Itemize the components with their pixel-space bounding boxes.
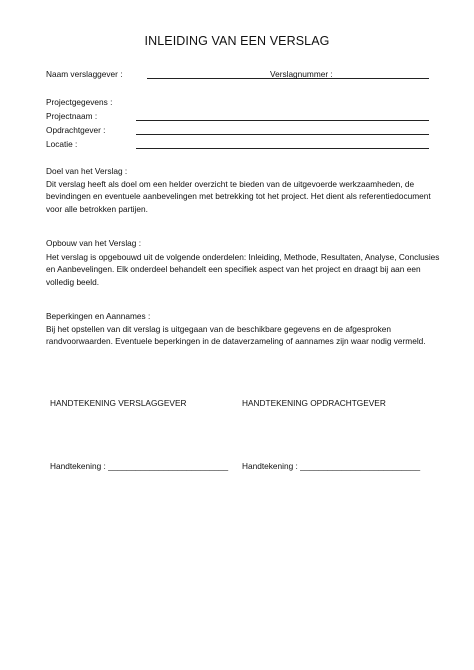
section-line: en Aanbevelingen. Elk onderdeel behandelt een specifiek aspect van het project en draagt bij aan een xyxy=(46,264,421,275)
section-body-purpose xyxy=(46,178,436,215)
section-line: randvoorwaarden. Eventuele beperkingen in de dataverzameling of aannames zijn waar nodig vermeld. xyxy=(46,336,426,347)
section-heading-limitations: Beperkingen en Aannames : xyxy=(46,311,151,321)
author-signature-field[interactable]: Handtekening : __________________________ xyxy=(50,461,229,471)
location-label: Locatie : xyxy=(46,139,78,149)
section-line: volledig beeld. xyxy=(46,276,100,287)
section-heading-structure: Opbouw van het Verslag : xyxy=(46,238,142,248)
section-body-limitations xyxy=(46,323,436,348)
document-title: INLEIDING VAN EEN VERSLAG xyxy=(144,34,330,48)
project-name-input-line[interactable] xyxy=(136,120,429,121)
project-name-label: Projectnaam : xyxy=(46,111,98,121)
section-line: voor alle betrokken partijen. xyxy=(46,203,148,214)
client-signature-field[interactable]: Handtekening : __________________________ xyxy=(242,461,421,471)
location-input-line[interactable] xyxy=(136,148,429,149)
section-line: Bij het opstellen van dit verslag is uitgegaan van de beschikbare gegevens en de afgesproken xyxy=(46,324,392,334)
section-line: Dit verslag heeft als doel om een helder overzicht te bieden van de uitgevoerde werkzaamheden, de xyxy=(46,179,415,189)
author-label: Naam verslaggever : xyxy=(46,69,123,79)
client-label: Opdrachtgever : xyxy=(46,125,106,135)
client-input-line[interactable] xyxy=(136,134,429,135)
section-line: bevindingen en eventuele aanbevelingen met betrekking tot het project. Het dient als referentiedocument xyxy=(46,191,431,202)
section-body-structure xyxy=(46,251,440,288)
client-signature-heading: HANDTEKENING OPDRACHTGEVER xyxy=(242,398,386,408)
section-heading-purpose: Doel van het Verslag : xyxy=(46,166,128,176)
author-signature-heading: HANDTEKENING VERSLAGGEVER xyxy=(50,398,187,408)
project-data-heading: Projectgegevens : xyxy=(46,97,113,107)
report-number-label: Verslagnummer : xyxy=(270,69,333,79)
section-line: Het verslag is opgebouwd uit de volgende onderdelen: Inleiding, Methode, Resultaten, Analyse, Conclusies xyxy=(46,252,440,262)
